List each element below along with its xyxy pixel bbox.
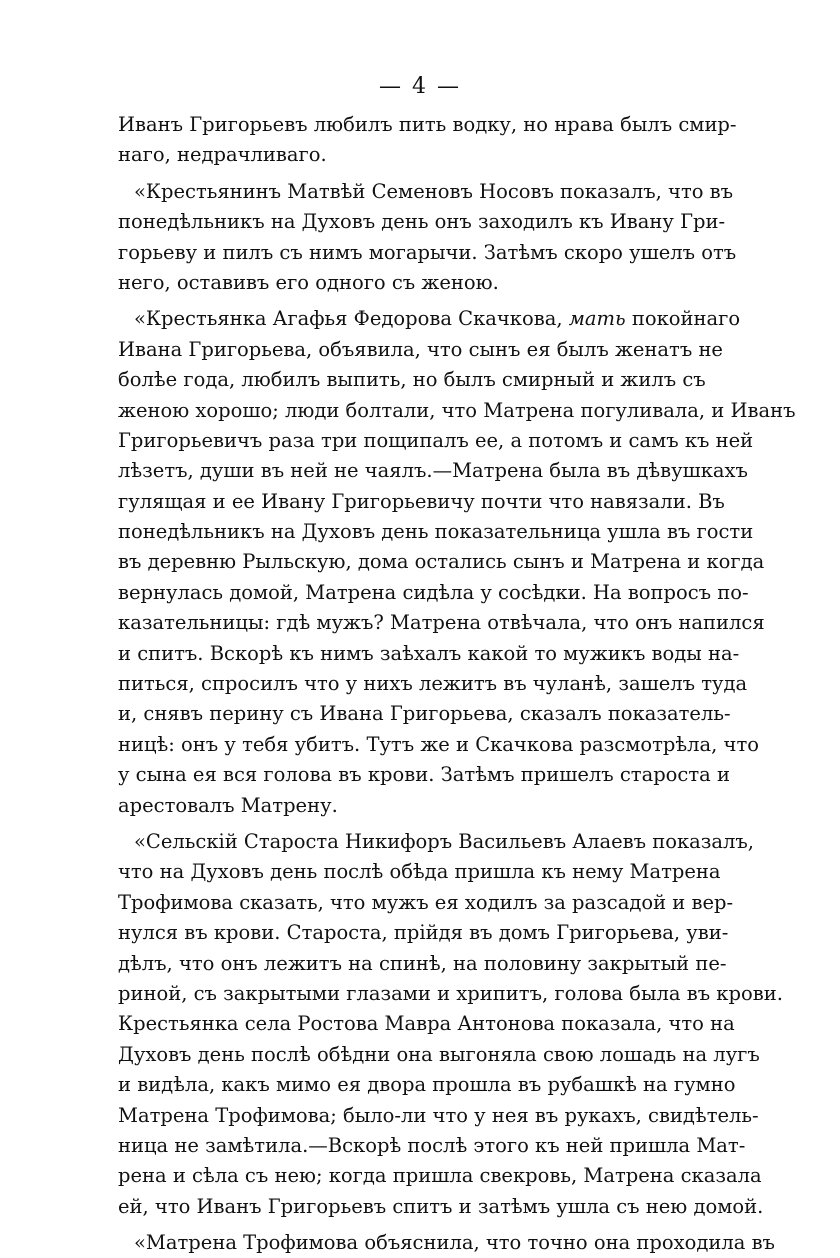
text-line: риной, съ закрытыми глазами и хрипитъ, голова была въ крови. [118,981,783,1005]
text-line: арестовалъ Матрену. [118,793,338,817]
text-line: и, снявъ перину съ Ивана Григорьева, сказалъ показатель- [118,702,731,726]
text-line: ницѣ: онъ у тебя убитъ. Тутъ же и Скачкова разсмотрѣла, что [118,732,759,756]
text-line: наго, недрачливаго. [118,143,327,167]
paragraph [118,827,783,1222]
text-line: у сына ея вся голова въ крови. Затѣмъ пришелъ староста и [118,763,730,787]
emphasis: мать [568,307,626,331]
text-line: гулящая и ее Ивану Григорьевичу почти что навязали. Въ [118,489,725,513]
text-line: болѣе года, любилъ выпить, но былъ смирный и жилъ съ [118,368,706,392]
text-line: «Крестьянинъ Матвѣй Семеновъ Носовъ показалъ, что въ [134,179,734,203]
text-line: ей, что Иванъ Григорьевъ спитъ и затѣмъ ушла съ нею домой. [118,1194,764,1218]
text-line: ница не замѣтила.—Вскорѣ послѣ этого къ ней пришла Мат- [118,1133,746,1157]
text-line: рена и сѣла съ нею; когда пришла свекровь, Матрена сказала [118,1164,762,1188]
text-line: и спитъ. Вскорѣ къ нимъ заѣхалъ какой то мужикъ воды на- [118,641,740,665]
text-line: казательницы: гдѣ мужъ? Матрена отвѣчала, что онъ напился [118,611,765,635]
text-line: въ деревню Рыльскую, дома остались сынъ и Матрена и когда [118,550,765,574]
text-line: горьеву и пилъ съ нимъ могарычи. Затѣмъ скоро ушелъ отъ [118,240,737,264]
text-line: Матрена Трофимова; было-ли что у нея въ рукахъ, свидѣтель- [118,1103,759,1127]
text-line: Григорьевичъ раза три пощипалъ ее, а потомъ и самъ къ ней [118,428,754,452]
text-line: дѣлъ, что онъ лежитъ на спинѣ, на половину закрытый пе- [118,951,727,975]
text-line: питься, спросилъ что у нихъ лежитъ въ чуланѣ, зашелъ туда [118,672,748,696]
text-line: него, оставивъ его одного съ женою. [118,270,499,294]
text-line: Иванъ Григорьевъ любилъ пить водку, но нрава былъ смир- [118,113,737,136]
text-line: Трофимова сказать, что мужъ ея ходилъ за разсадой и вер- [118,890,734,914]
text-line: понедѣльникъ на Духовъ день показательница ушла въ гости [118,520,754,544]
text-line: Ивана Григорьева, объявила, что сынъ ея былъ женатъ не [118,337,723,361]
paragraph [118,304,796,821]
text-line: Крестьянка села Ростова Мавра Антонова показала, что на [118,1012,735,1036]
text-line: лѣзетъ, души въ ней не чаялъ.—Матрена была въ дѣвушкахъ [118,459,748,483]
paragraph [118,110,737,171]
text-line: женою хорошо; люди болтали, что Матрена погуливала, и Иванъ [118,398,796,422]
page-number: — 4 — [379,74,461,99]
paragraph [118,177,737,299]
body-text [118,110,796,1258]
text-line: нулся въ крови. Староста, прійдя въ домъ Григорьева, уви- [118,921,729,945]
text-line: что на Духовъ день послѣ обѣда пришла къ нему Матрена [118,860,721,884]
paragraph [118,1228,775,1258]
text-line: «Крестьянка Агафья Федорова Скачкова, мать покойнаго [134,307,741,331]
text-line: «Сельскій Староста Никифоръ Васильевъ Алаевъ показалъ, [134,829,755,853]
text-line: Духовъ день послѣ обѣдни она выгоняла свою лошадь на лугъ [118,1042,760,1066]
text-line: вернулась домой, Матрена сидѣла у сосѣдки. На вопросъ по- [118,580,749,604]
text-line: понедѣльникъ на Духовъ день онъ заходилъ къ Ивану Гри- [118,210,726,234]
text-line: «Матрена Трофимова объяснила, что точно она проходила въ [134,1231,775,1255]
text-line: и видѣла, какъ мимо ея двора прошла въ рубашкѣ на гумно [118,1073,736,1097]
